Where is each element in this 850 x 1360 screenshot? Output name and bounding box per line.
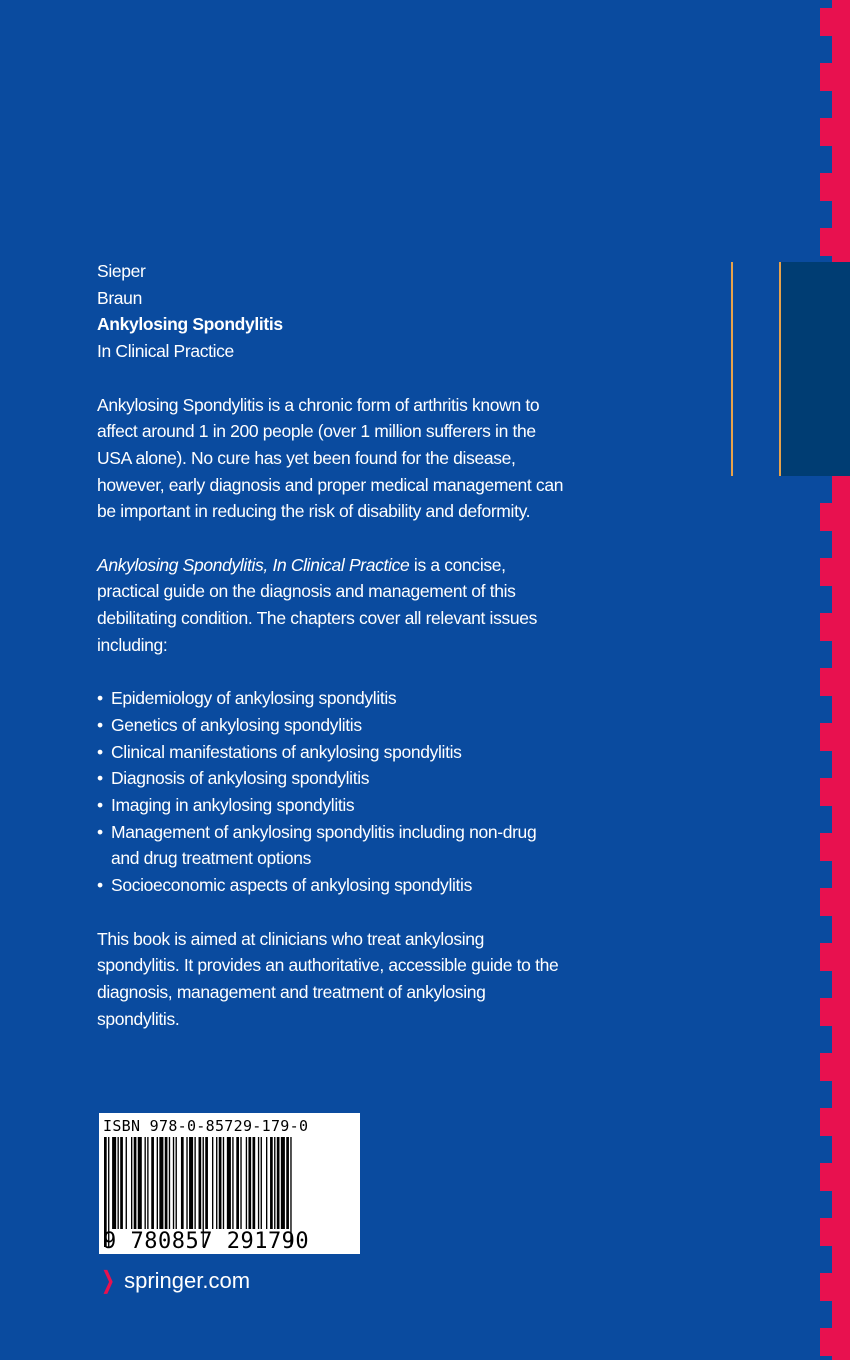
bullet-icon: • xyxy=(97,768,103,789)
description-paragraph-2 xyxy=(97,552,567,659)
list-item xyxy=(97,819,567,872)
description-paragraph-1: Ankylosing Spondylitis is a chronic form of arthritis known to affect around 1 in 200 people (over 1 million sufferers in the USA alone). No cure has yet been found for the disease, however, early diagnosis and proper medical management can be important in reducing the risk of disability and deformity. xyxy=(97,394,564,522)
bullet-icon: • xyxy=(97,741,103,762)
chapter-label: Diagnosis of ankylosing spondylitis xyxy=(111,768,370,789)
book-title-italic: Ankylosing Spondylitis, In Clinical Practice xyxy=(97,554,410,575)
ean-digits: 9 780857 291790 xyxy=(103,1229,310,1254)
publisher-url: springer.com xyxy=(124,1267,251,1293)
bullet-icon: • xyxy=(97,875,103,896)
accent-line xyxy=(731,262,733,476)
list-item xyxy=(97,765,567,792)
book-title: Ankylosing Spondylitis xyxy=(97,314,283,335)
chapter-label: Clinical manifestations of ankylosing spondylitis xyxy=(111,741,462,762)
list-item xyxy=(97,712,567,739)
book-subtitle: In Clinical Practice xyxy=(97,341,234,362)
chapter-list xyxy=(97,685,567,899)
spine-band xyxy=(780,262,850,476)
publisher-link[interactable] xyxy=(98,1266,250,1295)
spine-band-line xyxy=(779,262,781,476)
bullet-icon: • xyxy=(97,714,103,735)
chevron-right-icon: ❯ xyxy=(101,1267,116,1294)
description-paragraph-2-text: is a concise, practical guide on the diagnosis and management of this debilitating condition. The chapters cover all relevant issues including: xyxy=(97,554,538,655)
author-1: Sieper xyxy=(97,261,146,281)
barcode xyxy=(99,1113,360,1254)
list-item xyxy=(97,739,567,766)
chapter-label: Epidemiology of ankylosing spondylitis xyxy=(111,688,397,709)
bullet-icon: • xyxy=(97,688,103,709)
author-2: Braun xyxy=(97,287,142,308)
list-item xyxy=(97,685,567,712)
list-item xyxy=(97,872,567,899)
bullet-icon: • xyxy=(97,795,103,816)
list-item xyxy=(97,792,567,819)
chapter-label: Genetics of ankylosing spondylitis xyxy=(111,714,362,735)
chapter-label: Imaging in ankylosing spondylitis xyxy=(111,795,355,816)
bullet-icon: • xyxy=(97,821,103,842)
blurb xyxy=(97,258,567,1032)
description-paragraph-3: This book is aimed at clinicians who treat ankylosing spondylitis. It provides an authoritative, accessible guide to the diagnosis, management and treatment of ankylosing spondylitis. xyxy=(97,928,559,1029)
isbn-label: ISBN 978-0-85729-179-0 xyxy=(103,1117,309,1135)
chapter-label: Socioeconomic aspects of ankylosing spondylitis xyxy=(111,875,472,896)
chapter-label: Management of ankylosing spondylitis including non-drug and drug treatment options xyxy=(111,821,537,869)
edge-strip-pattern xyxy=(820,0,850,1360)
